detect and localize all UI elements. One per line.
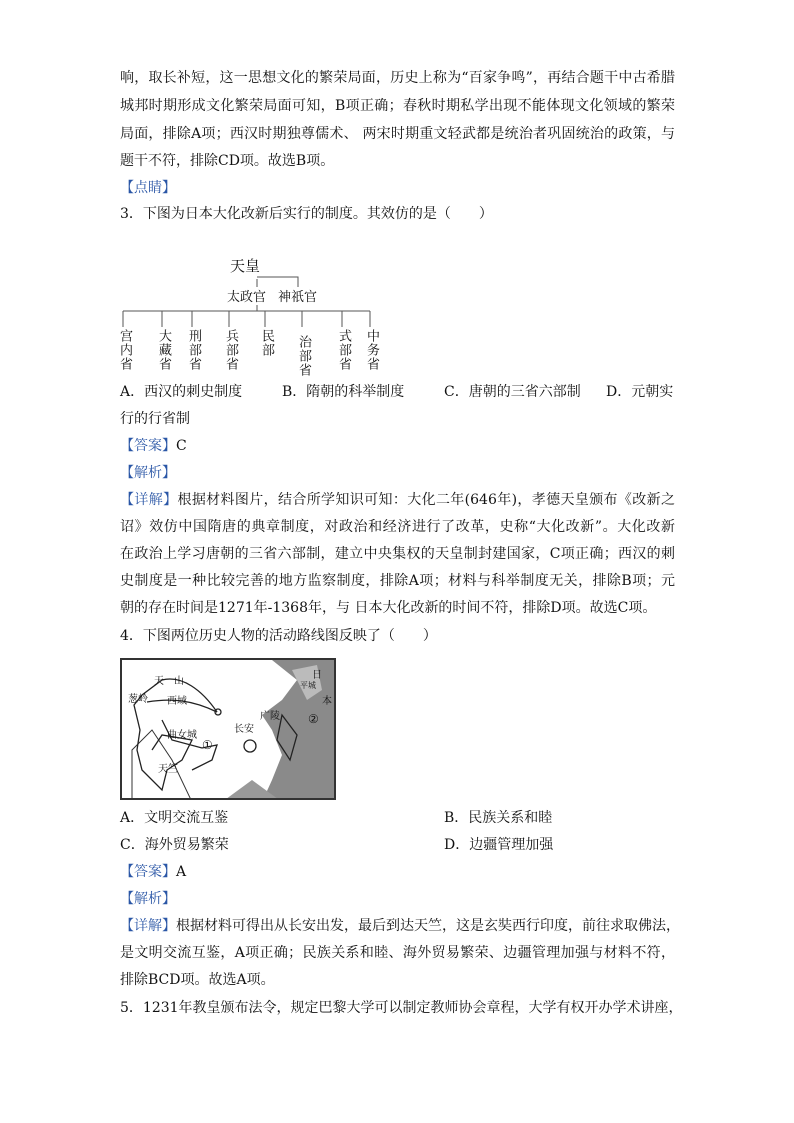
map-label-ri: 日	[312, 670, 322, 681]
chart-dept: 式部省	[336, 329, 351, 371]
detail-line	[120, 490, 675, 510]
text-line: 局面，排除A项；西汉时期独尊儒术、 两宋时期重文轻武都是统治者巩固统治的政策，与	[120, 126, 675, 142]
detail-text: 根据材料可得出从长安出发，最后到达天竺，这是玄奘西行印度，前往求取佛法，	[176, 918, 680, 934]
map-label-congling: 葱岭	[128, 694, 148, 705]
option-d: D．边疆管理加强	[444, 837, 554, 853]
map-label-guangling: 广陵	[260, 711, 280, 722]
chart-dept: 宫内省	[117, 329, 132, 371]
detail-tag: 【详解】	[120, 492, 178, 508]
question-3-stem: 3．下图为日本大化改新后实行的制度。其效仿的是（ ）	[120, 206, 493, 222]
option-c: C．唐朝的三省六部制	[444, 384, 581, 400]
analysis-heading: 【解析】	[120, 891, 176, 907]
answer-value: A	[176, 864, 187, 880]
detail-line: 是文明交流互鉴，A项正确；民族关系和睦、海外贸易繁荣、边疆管理加强与材料不符，	[120, 945, 675, 961]
option-b: B．民族关系和睦	[444, 810, 553, 826]
option-c: C．海外贸易繁荣	[120, 837, 229, 853]
text-line: 题干不符，排除CD项。故选B项。	[120, 153, 335, 169]
chart-node-emperor: 天皇	[230, 257, 261, 275]
answer-value: C	[176, 438, 187, 454]
map-label-tianshan: 天 山	[154, 676, 184, 687]
answer-tag: 【答案】	[120, 438, 176, 454]
detail-line: 诏》效仿中国隋唐的典章制度，对政治和经济进行了改革，史称“大化改新”。大化改新	[120, 519, 675, 535]
map-label-tianzhu: 天竺	[158, 764, 178, 775]
detail-line: 在政治上学习唐朝的三省六部制，建立中央集权的天皇制封建国家，C项正确；西汉的刺	[120, 546, 675, 562]
option-d-wrap: 行的行省制	[120, 411, 190, 427]
map-label-route1: ①	[202, 738, 213, 752]
detail-line: 朝的存在时间是1271年-1368年，与 日本大化改新的时间不符，排除D项。故选C项。	[120, 600, 657, 616]
answer-tag: 【答案】	[120, 864, 176, 880]
chart-dept: 兵部省	[223, 329, 238, 371]
map-label-route2: ②	[308, 712, 319, 726]
question-4-stem: 4．下图两位历史人物的活动路线图反映了（ ）	[120, 628, 437, 644]
map-label-qunucheng: 曲女城	[167, 730, 197, 741]
option-a: A．西汉的刺史制度	[120, 384, 243, 400]
detail-line	[120, 916, 680, 936]
route-map	[120, 658, 336, 800]
chart-dept: 中务省	[364, 329, 379, 371]
chart-node-dajokan: 太政官	[227, 290, 267, 305]
chart-dept: 治部省	[296, 335, 311, 377]
detail-text: 根据材料图片，结合所学知识可知：大化二年(646年)，孝德天皇颁布《改新之	[177, 492, 675, 508]
detail-line: 排除BCD项。故选A项。	[120, 972, 275, 988]
detail-tag: 【详解】	[120, 918, 176, 934]
analysis-heading: 【解析】	[120, 465, 176, 481]
text-line: 城邦时期形成文化繁荣局面可知，B项正确；春秋时期私学出现不能体现文化领域的繁荣	[120, 98, 675, 114]
chart-dept: 刑部省	[186, 329, 201, 371]
text-line: 响，取长补短，这一思想文化的繁荣局面，历史上称为“百家争鸣”，再结合题干中古希腊	[120, 70, 675, 86]
option-b: B．隋朝的科举制度	[282, 384, 405, 400]
chart-node-jingikan: 神祇官	[278, 290, 318, 305]
map-label-pingcheng: 平城	[300, 681, 316, 690]
detail-line: 史制度是一种比较完善的地方监察制度，排除A项；材料与科举制度无关，排除B项；元	[120, 573, 675, 589]
option-d: D．元朝实	[606, 384, 674, 400]
org-chart-diagram	[117, 255, 380, 380]
answer-line	[120, 436, 675, 456]
chart-dept: 民部	[259, 329, 274, 357]
map-label-changan: 长安	[234, 724, 254, 735]
answer-line	[120, 862, 675, 882]
chart-dept: 大藏省	[156, 329, 171, 371]
map-label-ben: 本	[322, 696, 332, 707]
map-label-xiyu: 西域	[167, 696, 187, 707]
dianjing-heading: 【点睛】	[120, 180, 176, 196]
question-5-stem: 5．1231年教皇颁布法令，规定巴黎大学可以制定教师协会章程，大学有权开办学术讲座，	[120, 1000, 683, 1016]
option-a: A．文明交流互鉴	[120, 810, 229, 826]
